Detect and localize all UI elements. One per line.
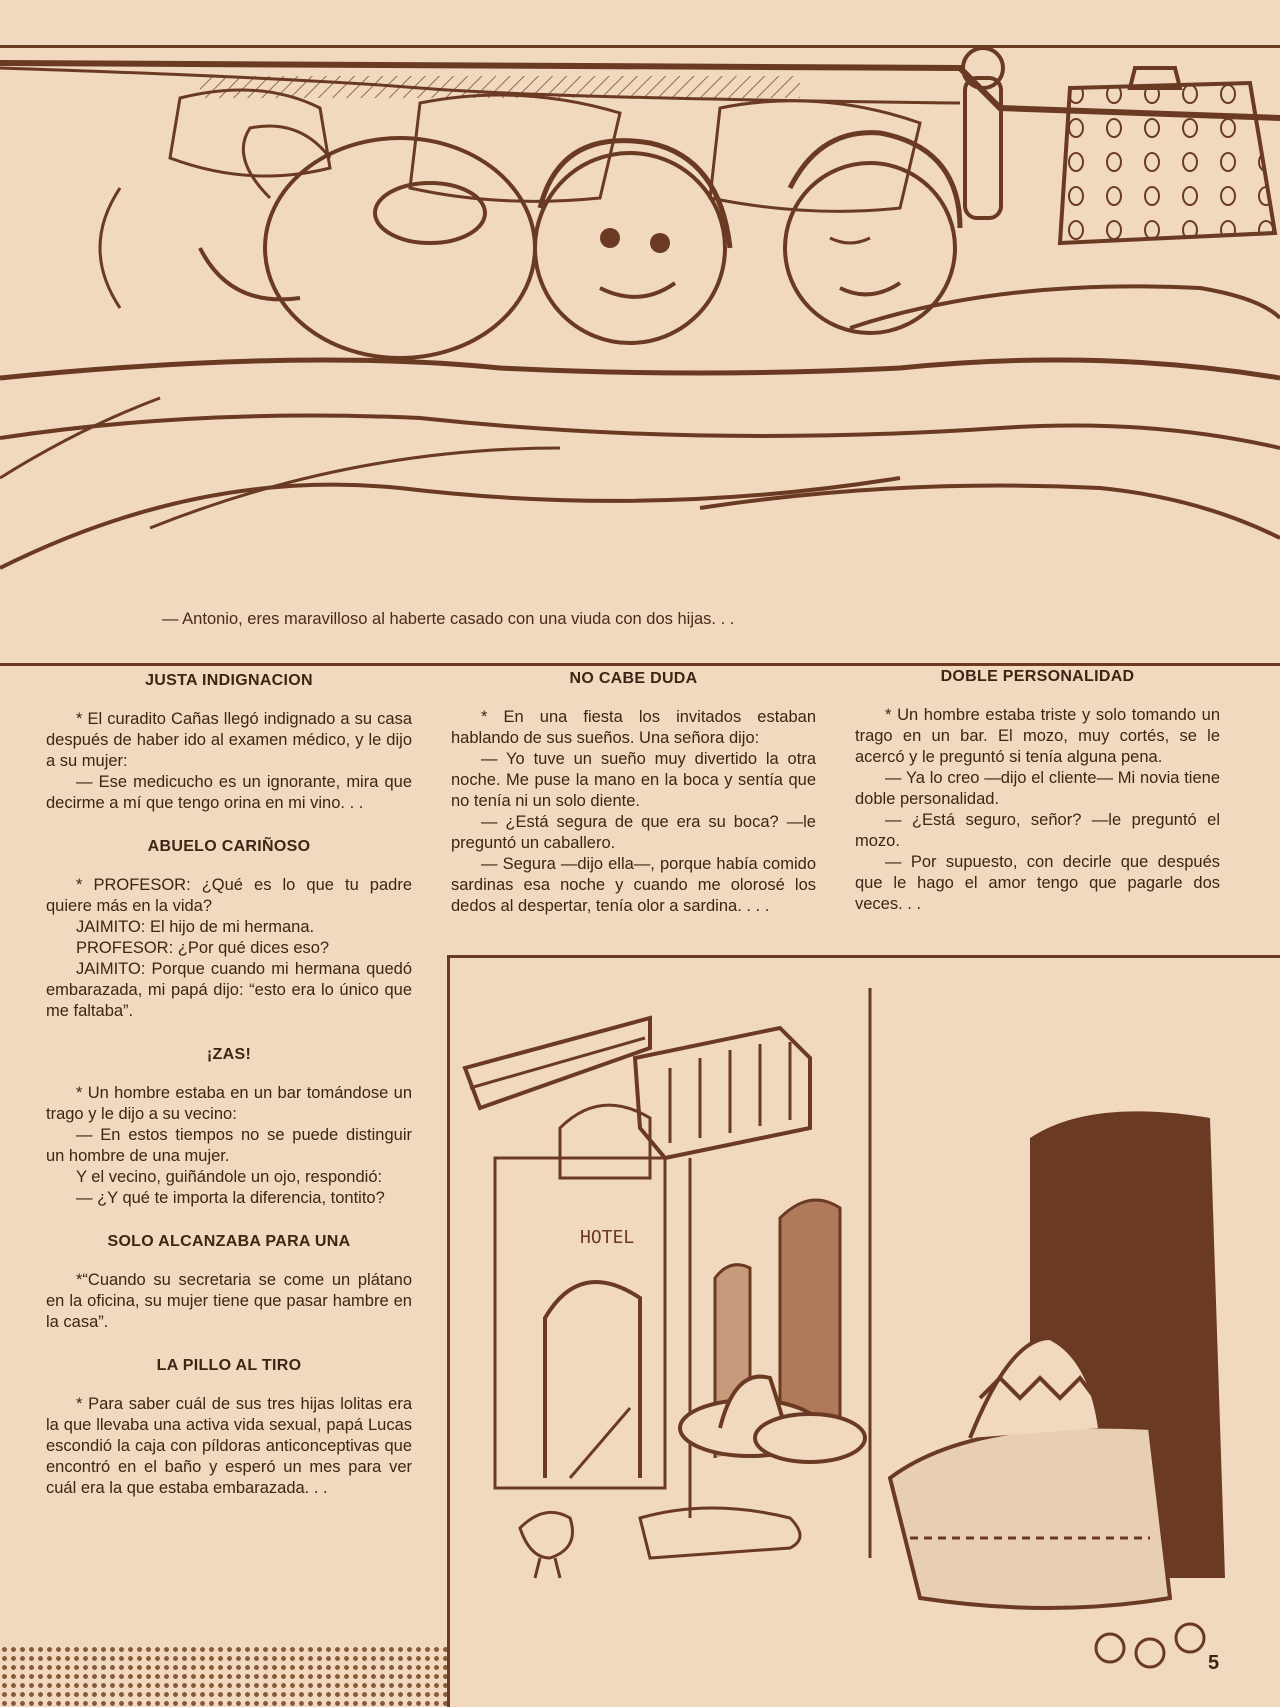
joke-title: DOBLE PERSONALIDAD: [940, 668, 1135, 685]
joke-text: * En una fiesta los invitados estaban hablando de sus sueños. Una señora dijo:: [451, 708, 816, 747]
joke-text: Y el vecino, guiñándole un ojo, respondió:: [76, 1168, 383, 1186]
joke-text: * PROFESOR: ¿Qué es lo que tu padre quiere más en la vida?: [46, 876, 412, 915]
joke-text: * El curadito Cañas llegó indignado a su casa después de haber ido al examen médico, y le dijo a su mujer:: [46, 710, 412, 770]
page-number: 5: [1208, 1652, 1220, 1674]
joke-text: — Segura —dijo ella—, porque había comido sardinas esa noche y cuando me olorosé los dedos al despertar, tenía olor a sardina. . . .: [451, 855, 816, 915]
joke-text: — ¿Está seguro, señor? —le preguntó el mozo.: [855, 811, 1220, 850]
left-column: [46, 670, 412, 1499]
cartoon-caption: — Antonio, eres maravilloso al haberte casado con una viuda con dos hijas. . .: [162, 610, 735, 628]
joke-text: JAIMITO: El hijo de mi hermana.: [76, 918, 315, 936]
joke-text: — ¿Está segura de que era su boca? —le preguntó un caballero.: [451, 813, 816, 852]
joke-text: — En estos tiempos no se puede distinguir un hombre de una mujer.: [46, 1126, 412, 1165]
joke-title: ¡ZAS!: [206, 1046, 252, 1063]
middle-column: [451, 668, 816, 917]
top-cartoon-panel: [0, 45, 1280, 666]
joke-title: SOLO ALCANZABA PARA UNA: [107, 1233, 351, 1250]
joke-text: * Un hombre estaba en un bar tomándose un trago y le dijo a su vecino:: [46, 1084, 412, 1123]
hotel-illustration: [450, 958, 1280, 1707]
bottom-cartoon-panel: [447, 955, 1280, 1707]
dot-pattern-decoration: [0, 1645, 447, 1707]
joke-title: ABUELO CARIÑOSO: [147, 838, 311, 855]
joke-text: * Un hombre estaba triste y solo tomando un trago en un bar. El mozo, muy cortés, se le acercó y le preguntó si tenía alguna pena.: [855, 706, 1220, 766]
joke-text: *“Cuando su secretaria se come un plátano en la oficina, su mujer tiene que pasar hambre en la casa”.: [46, 1271, 412, 1331]
joke-text: — ¿Y qué te importa la diferencia, tontito?: [76, 1189, 385, 1207]
joke-text: — Yo tuve un sueño muy divertido la otra noche. Me puse la mano en la boca y sentía que no tenía ni un solo diente.: [451, 750, 816, 810]
joke-title: JUSTA INDIGNACION: [145, 672, 313, 689]
joke-text: JAIMITO: Porque cuando mi hermana quedó embarazada, mi papá dijo: “esto era lo único que me faltaba”.: [46, 960, 412, 1020]
hotel-sign: HOTEL: [580, 1227, 635, 1248]
joke-title: NO CABE DUDA: [569, 670, 698, 687]
joke-text: * Para saber cuál de sus tres hijas lolitas era la que llevaba una activa vida sexual, papá Lucas escondió la caja con píldoras anticonceptivas que encontró en el baño y esperó un mes para ver cuál era la que estaba embarazada. . .: [46, 1395, 412, 1497]
joke-text: — Ya lo creo —dijo el cliente— Mi novia tiene doble personalidad.: [855, 769, 1220, 808]
bed-illustration: [0, 48, 1280, 663]
joke-text: PROFESOR: ¿Por qué dices eso?: [76, 939, 330, 957]
joke-text: — Ese medicucho es un ignorante, mira que decirme a mí que tengo orina en mi vino. . .: [46, 773, 412, 812]
right-column: [855, 666, 1220, 915]
joke-title: LA PILLO AL TIRO: [156, 1357, 302, 1374]
joke-text: — Por supuesto, con decirle que después que le hago el amor tengo que pagarle dos veces. . .: [855, 853, 1220, 913]
